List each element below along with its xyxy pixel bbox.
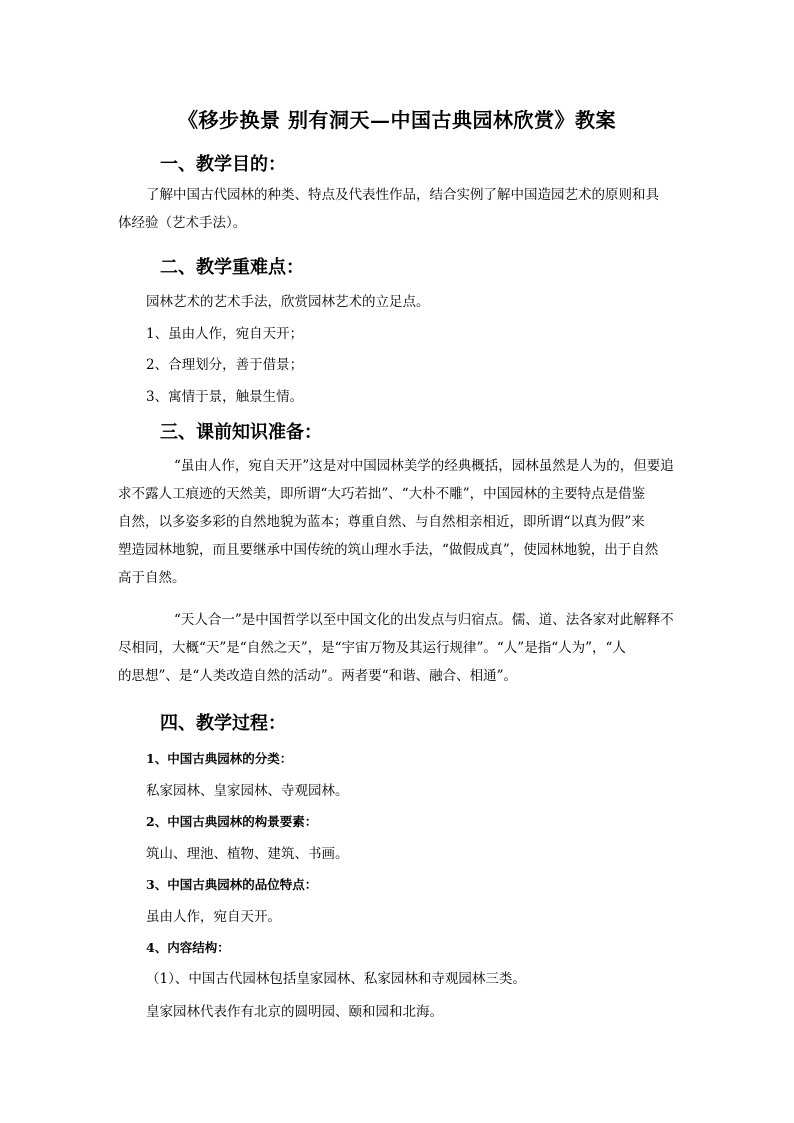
section-heading-process: 四、教学过程：: [160, 713, 286, 734]
preparation-p1-line-2: 求不露人工痕迹的天然美，即所谓“大巧若拙”、“大朴不雕”，中国园林的主要特点是借鉴: [118, 486, 646, 502]
preparation-paragraph-1: [118, 452, 676, 592]
section-heading-key-points: 二、教学重难点：: [160, 257, 304, 278]
preparation-p2-line-3: 的思想”、是“人类改造自然的活动”。两者要“和谐、融合、相通”。: [118, 668, 518, 684]
key-point-item-1: 1、虽由人作，宛自天开；: [146, 326, 304, 342]
preparation-p1-line-4: 塑造园林地貌，而且要继承中国传统的筑山理水手法，“做假成真”，使园林地貌，出于自然: [118, 542, 659, 558]
objectives-paragraph: [118, 181, 676, 237]
process-text-4: （1）、中国古代园林包括皇家园林、私家园林和寺观园林三类。: [146, 971, 526, 987]
key-points-intro: 园林艺术的艺术手法，欣赏园林艺术的立足点。: [146, 294, 430, 310]
preparation-p1-line-5: 高于自然。: [118, 570, 186, 586]
key-point-item-3: 3、寓情于景，触景生情。: [146, 389, 304, 405]
process-text-3: 虽由人作，宛自天开。: [146, 909, 281, 925]
preparation-p2-line-1: “天人合一”是中国哲学以至中国文化的出发点与归宿点。儒、道、法各家对此解释不: [174, 612, 674, 628]
objectives-line-1: 了解中国古代园林的种类、特点及代表性作品，结合实例了解中国造园艺术的原则和具: [146, 187, 659, 203]
preparation-paragraph-2: [118, 606, 676, 690]
process-subheading-2: 2、中国古典园林的构景要素：: [146, 814, 318, 829]
process-text-1: 私家园林、皇家园林、寺观园林。: [146, 783, 349, 799]
objectives-line-2: 体经验（艺术手法）。: [118, 215, 247, 231]
process-text-5: 皇家园林代表作有北京的圆明园、颐和园和北海。: [146, 1004, 443, 1020]
preparation-p1-line-1: “虽由人作，宛自天开”这是对中国园林美学的经典概括，园林虽然是人为的，但要追: [174, 458, 674, 474]
preparation-p1-line-3: 自然，以多姿多彩的自然地貌为蓝本；尊重自然、与自然相亲相近，即所谓“以真为假”来: [118, 514, 645, 530]
process-subheading-3: 3、中国古典园林的品位特点：: [146, 877, 318, 892]
section-heading-objectives: 一、教学目的：: [160, 154, 286, 175]
document-title: 《移步换景 别有洞天—中国古典园林欣赏》教案: [178, 108, 616, 132]
preparation-p2-line-2: 尽相同，大概“天”是“自然之天”，是“宇宙万物及其运行规律”。“人”是指“人为”，“人: [118, 640, 626, 656]
section-heading-preparation: 三、课前知识准备：: [160, 422, 322, 443]
key-point-item-2: 2、合理划分，善于借景；: [146, 357, 304, 373]
process-text-2: 筑山、理池、植物、建筑、书画。: [146, 846, 349, 862]
process-subheading-4: 4、内容结构：: [146, 940, 230, 955]
process-subheading-1: 1、中国古典园林的分类：: [146, 751, 293, 766]
